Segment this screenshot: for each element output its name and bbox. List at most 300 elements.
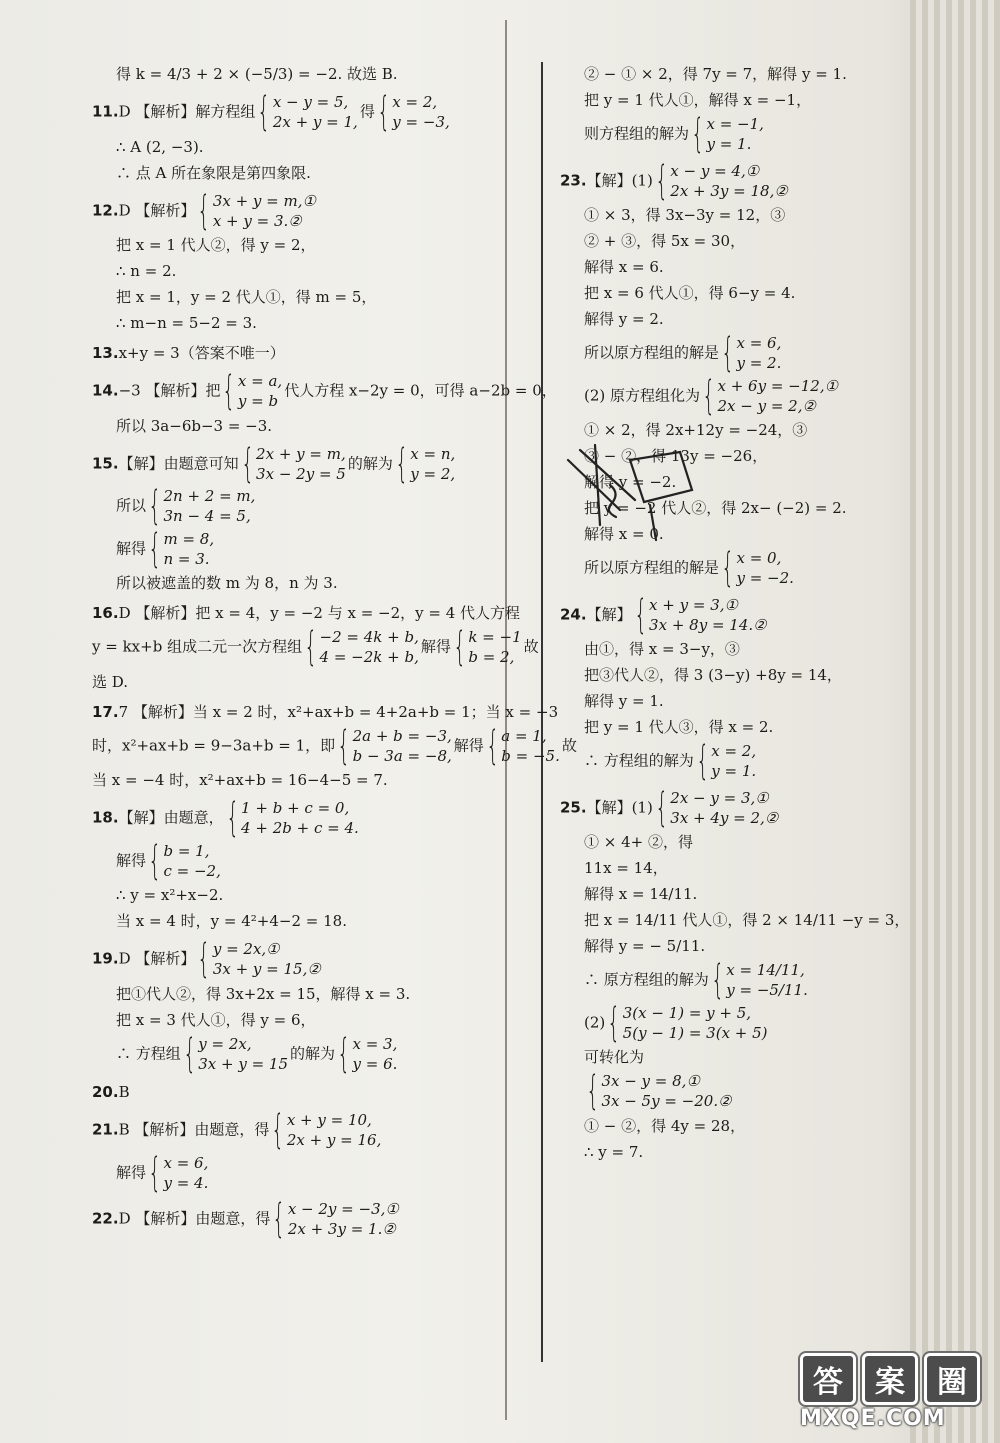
equation: y = −2. (736, 569, 794, 588)
equation: 3x + 4y = 2,② (670, 808, 779, 827)
equation-system (240, 440, 346, 487)
brace-symbol: { (197, 187, 211, 234)
answer-text: 代人方程 x−2y = 0，可得 a−2b = 0， (284, 381, 557, 400)
answer-text: 解得 y = 2. (584, 310, 664, 328)
answer-line (560, 111, 910, 158)
answer-line (560, 1045, 910, 1069)
equation: 2x − y = 3,① (670, 788, 769, 807)
equation-system (225, 795, 359, 842)
equation: x = 14/11, (726, 961, 805, 979)
answer-item-q23 (560, 157, 910, 592)
equation-system (197, 187, 316, 234)
equation-system (257, 89, 358, 136)
equation: b = −5. (501, 746, 560, 765)
answer-line (560, 957, 910, 1004)
answer-text: 所以 (116, 496, 147, 515)
brace-symbol: { (148, 483, 162, 530)
equation: y = 4. (163, 1173, 209, 1192)
answer-line (92, 1030, 512, 1077)
brace-symbol: { (702, 372, 716, 419)
answer-item-q25 (560, 784, 910, 1164)
answer-item-q16 (92, 601, 539, 694)
equation: y = 2x, (198, 1034, 252, 1053)
brace-symbol: { (222, 368, 236, 415)
equation-system (655, 784, 779, 831)
equation-system (607, 999, 768, 1046)
answer-line (560, 784, 910, 831)
equation: b = 1, (163, 841, 210, 860)
answer-text: (2) (584, 1012, 606, 1031)
equation: y = 1. (711, 762, 757, 781)
equation-system (148, 525, 215, 572)
answer-line (92, 601, 521, 625)
answer-line (560, 62, 910, 86)
answer-item-q14 (92, 368, 557, 438)
equation: 3x − 2y = 5 (256, 464, 346, 483)
equation: x = 0, (736, 549, 782, 567)
brace-symbol: { (304, 624, 318, 671)
brace-symbol: { (453, 624, 466, 671)
equation-system (691, 111, 764, 158)
answer-text: 把 x = 3 代人①，得 y = 6， (116, 1010, 316, 1029)
answer-item-q12 (92, 187, 512, 336)
answer-item-k_end (92, 62, 512, 86)
page-stack-edge (910, 0, 1000, 1443)
equation: x − y = 4,① (670, 161, 760, 180)
question-number: 14. (92, 381, 119, 400)
equation: x + 6y = −12,① (717, 376, 839, 395)
answer-line (92, 1196, 512, 1243)
answer-line (560, 281, 910, 305)
equation: 2x + 3y = 18,② (670, 181, 788, 200)
equation-system (633, 591, 767, 638)
equation: k = −1 (468, 628, 522, 646)
answer-line (92, 571, 512, 595)
answer-line (92, 62, 512, 86)
brace-symbol: { (633, 591, 647, 638)
answer-text: 当 x = 4 时，y = 4²+4−2 = 18. (116, 912, 347, 930)
answer-item-q19 (92, 936, 512, 1077)
answer-line (92, 483, 512, 530)
watermark-char: 圈 (924, 1353, 980, 1405)
brace-symbol: { (721, 545, 735, 592)
equation-system (337, 1030, 398, 1077)
answer-line (560, 715, 910, 739)
question-number: 25. (560, 797, 587, 816)
answer-text: 【解】由题意， (118, 808, 224, 827)
equation: 5(y − 1) = 3(x + 5) (622, 1023, 768, 1042)
brace-symbol: { (607, 999, 621, 1046)
answer-text: 把③代人②，得 3 (3−y) +8y = 14， (584, 666, 842, 684)
answer-line (92, 883, 512, 907)
equation: 3n − 4 = 5, (163, 507, 251, 526)
answer-line (560, 908, 910, 932)
answer-line (92, 670, 512, 694)
answer-line (560, 255, 910, 279)
equation: x − 2y = −3,① (287, 1200, 399, 1218)
equation-system (148, 483, 256, 530)
question-number: 18. (92, 808, 119, 827)
equation: x = 3, (352, 1034, 398, 1053)
answer-line (560, 418, 910, 442)
answer-line (560, 856, 910, 880)
answer-text: x+y = 3（答案不唯一） (118, 344, 285, 362)
answer-text: D 【解析】 (118, 949, 196, 968)
answer-line (560, 663, 910, 687)
equation: y = −3, (392, 113, 450, 132)
answer-item-q20 (92, 1080, 512, 1104)
brace-symbol: { (711, 957, 724, 1004)
answer-line (92, 795, 512, 842)
answer-text: 解得 x = 0. (584, 525, 664, 543)
answer-line (560, 307, 910, 331)
equation-system (183, 1030, 289, 1077)
answer-text: 可转化为 (584, 1048, 645, 1066)
equation: 2x + y = 16, (286, 1131, 382, 1150)
answer-text: 所以被遮盖的数 m 为 8，n 为 3. (116, 574, 338, 592)
answer-line (560, 157, 910, 204)
answer-text: 选 D. (92, 672, 129, 691)
equation: y = 1. (706, 135, 752, 154)
question-number: 22. (92, 1209, 119, 1228)
answer-line (560, 1068, 910, 1115)
brace-symbol: { (183, 1030, 196, 1077)
answer-item-q11 (92, 89, 512, 185)
equation-system (271, 1107, 382, 1154)
equation: b − 3a = −8, (352, 746, 452, 765)
equation-system (272, 1196, 399, 1243)
answer-line (560, 1140, 910, 1164)
answer-line (92, 233, 512, 257)
brace-symbol: { (257, 89, 271, 136)
answer-text: 解得 (116, 1162, 147, 1181)
answer-text: B 【解析】由题意，得 (118, 1120, 270, 1139)
answer-text: 当 x = −4 时，x²+ax+b = 16−4−5 = 7. (92, 771, 388, 789)
answer-text: 解得 y = −2. (584, 473, 677, 491)
brace-symbol: { (271, 1107, 285, 1154)
question-number: 20. (92, 1083, 119, 1101)
equation: y = 6. (352, 1054, 398, 1073)
answer-line (92, 187, 512, 234)
brace-symbol: { (486, 722, 499, 769)
brace-symbol: { (395, 440, 408, 487)
equation: x = 6, (163, 1153, 209, 1172)
answer-text: 的解为 (347, 453, 393, 472)
question-number: 16. (92, 604, 119, 622)
equation: 4 = −2k + b, (319, 648, 419, 667)
brace-symbol: { (655, 157, 668, 204)
answer-line (92, 1080, 512, 1104)
answer-line (560, 999, 910, 1046)
brace-symbol: { (148, 837, 162, 884)
answer-text: 11x = 14， (584, 859, 668, 877)
answer-line (92, 722, 577, 769)
equation: y = 2, (410, 464, 456, 483)
answer-text: 把①代人②，得 3x+2x = 15，解得 x = 3. (116, 984, 411, 1003)
answer-line (560, 738, 910, 785)
answer-line (560, 229, 910, 253)
equation: 4 + 2b + c = 4. (241, 819, 359, 838)
answer-text: ∴ 点 A 所在象限是第四象限. (116, 163, 311, 182)
equation: 3x + y = m,① (212, 191, 316, 210)
equation-system (453, 624, 522, 671)
answer-text: ① × 4+ ②，得 (584, 833, 693, 851)
question-number: 21. (92, 1120, 119, 1139)
equation: −2 = 4k + b, (319, 628, 419, 646)
equation-system (197, 936, 321, 983)
answer-line (92, 259, 512, 283)
equation-system (586, 1068, 732, 1115)
answer-line (560, 591, 910, 638)
answer-text: 故 (523, 637, 539, 656)
answer-item-q24 (560, 591, 910, 785)
equation: 2x − y = 2,② (717, 396, 816, 415)
answer-line (92, 135, 512, 159)
answer-text: 解得 x = 6. (584, 258, 664, 276)
left-column (92, 60, 577, 1246)
answer-text: 把 x = 1，y = 2 代人①，得 m = 5， (116, 288, 377, 306)
equation-system (304, 624, 419, 671)
equation: y = −5/11. (726, 981, 808, 1000)
equation: x = 6, (736, 334, 782, 352)
answer-line (92, 285, 512, 309)
equation-system (721, 545, 794, 592)
equation-system (148, 837, 221, 884)
equation-system (655, 157, 788, 204)
watermark-char: 答 (800, 1353, 856, 1405)
brace-symbol: { (377, 89, 390, 136)
brace-symbol: { (337, 1030, 351, 1077)
answer-line (92, 1008, 512, 1032)
brace-symbol: { (148, 525, 162, 572)
answer-text: 所以 3a−6b−3 = −3. (116, 416, 273, 435)
equation: 3(x − 1) = y + 5, (622, 1003, 752, 1022)
answer-line (560, 934, 910, 958)
answer-text: 解得 (116, 850, 147, 869)
equation: x = a, (237, 372, 283, 390)
brace-symbol: { (586, 1068, 600, 1115)
equation: 2x + 3y = 1.② (287, 1220, 396, 1239)
answer-text: 解得 x = 14/11. (584, 885, 698, 903)
watermark-url: MXQE.COM (800, 1406, 946, 1431)
answer-text: ① − ②，得 4y = 28， (584, 1116, 746, 1135)
brace-symbol: { (272, 1196, 286, 1243)
answer-item-q22 (92, 1196, 512, 1243)
equation: b = 2, (468, 648, 515, 667)
answer-text: 把 y = −2 代人②，得 2x− (−2) = 2. (584, 499, 847, 517)
answer-text: (2) 原方程组化为 (584, 385, 701, 404)
answer-text: 7 【解析】当 x = 2 时，x²+ax+b = 4+2a+b = 1；当 x = −3 (118, 702, 559, 721)
equation: 3x + y = 15 (198, 1054, 289, 1073)
answer-item-q17 (92, 700, 577, 793)
equation: 3x + y = 15,② (212, 960, 321, 979)
equation: c = −2, (163, 861, 221, 880)
equation: y = b (237, 392, 279, 411)
answer-line (92, 837, 512, 884)
answer-line (92, 341, 512, 365)
question-number: 19. (92, 949, 119, 968)
answer-text: 所以原方程组的解是 (584, 343, 720, 362)
answer-text: ∴ m−n = 5−2 = 3. (116, 314, 257, 332)
answer-text: 【解】由题意可知 (118, 453, 239, 472)
answer-line (560, 545, 910, 592)
brace-symbol: { (240, 440, 254, 487)
answer-line (92, 414, 512, 438)
answer-text: 把 y = 1 代人③，得 x = 2. (584, 718, 774, 736)
answer-line (560, 372, 910, 419)
equation: x − y = 5, (272, 93, 349, 111)
answer-text: 得 (359, 102, 375, 121)
equation-system (222, 368, 283, 415)
answer-text: 【解】(1) (586, 170, 653, 189)
answer-line (560, 203, 910, 227)
equation: 2x + y = m, (256, 444, 346, 463)
answer-line (560, 444, 910, 468)
question-number: 13. (92, 344, 119, 362)
answer-text: 解得 y = − 5/11. (584, 937, 706, 955)
answer-line (92, 982, 512, 1006)
equation: n = 3. (163, 549, 210, 568)
answer-line (92, 161, 512, 185)
answer-line (560, 522, 910, 546)
answer-text: ∴ 方程组的解为 (584, 751, 694, 770)
answer-text: 把 x = 14/11 代人①，得 2 × 14/11 −y = 3， (584, 911, 910, 929)
answer-line (92, 909, 512, 933)
answer-line (92, 311, 512, 335)
equation: x + y = 10, (286, 1111, 372, 1129)
answer-text: D 【解析】把 x = 4，y = −2 与 x = −2，y = 4 代人方程 (118, 604, 521, 622)
question-number: 23. (560, 170, 587, 189)
answer-line (92, 768, 512, 792)
answer-text: 解得 y = 1. (584, 692, 664, 710)
answer-text: ① × 3，得 3x−3y = 12，③ (584, 206, 786, 224)
answer-item-q21 (92, 1107, 512, 1196)
answer-item-q13 (92, 341, 512, 365)
answer-text: ∴ 原方程组的解为 (584, 970, 709, 989)
answer-line (560, 882, 910, 906)
equation: x = −1, (706, 115, 764, 133)
answer-item-q15 (92, 440, 512, 596)
answer-text: D 【解析】解方程组 (118, 102, 256, 121)
question-number: 15. (92, 453, 119, 472)
watermark-char: 案 (862, 1353, 918, 1405)
answer-text: 解得 (116, 538, 147, 557)
equation-system (486, 722, 560, 769)
equation: 3x − 5y = −20.② (601, 1092, 732, 1111)
answer-text: ② − ① × 2，得 7y = 7，解得 y = 1. (584, 65, 847, 83)
brace-symbol: { (148, 1149, 162, 1196)
question-number: 11. (92, 102, 119, 121)
equation: 3x − y = 8,① (601, 1072, 700, 1090)
answer-text: 【解】(1) (586, 797, 653, 816)
answer-item-q18 (92, 795, 512, 933)
answer-text: 把 x = 6 代人①，得 6−y = 4. (584, 284, 796, 302)
answer-line (560, 689, 910, 713)
brace-symbol: { (691, 111, 705, 158)
brace-symbol: { (721, 330, 735, 377)
answer-text: 所以原方程组的解是 (584, 558, 720, 577)
answer-line (560, 1114, 910, 1138)
answer-text: 把 x = 1 代人②，得 y = 2， (116, 236, 316, 254)
answer-text: ∴ 方程组 (116, 1043, 181, 1062)
answer-line (560, 637, 910, 661)
equation-system (148, 1149, 209, 1196)
answer-text: 【解】 (586, 604, 632, 623)
equation: y = 2x,① (212, 940, 280, 958)
answer-line (92, 440, 512, 487)
equation: 2x + y = 1, (272, 113, 358, 132)
brace-symbol: { (225, 795, 239, 842)
answer-text: 时，x²+ax+b = 9−3a+b = 1，即 (92, 735, 336, 754)
equation-system (696, 738, 757, 785)
answer-text: D 【解析】由题意，得 (118, 1209, 271, 1228)
question-number: 12. (92, 200, 119, 219)
equation-system (337, 722, 452, 769)
answer-line (92, 1149, 512, 1196)
equation: 2n + 2 = m, (163, 487, 256, 505)
answer-line (560, 470, 910, 494)
answer-text: ① × 2，得 2x+12y = −24，③ (584, 421, 808, 439)
answer-line (560, 330, 910, 377)
answer-item-q22_cont (560, 62, 910, 158)
answer-text: y = kx+b 组成二元一次方程组 (92, 637, 303, 656)
answer-text: 得 k = 4/3 + 2 × (−5/3) = −2. 故选 B. (116, 65, 398, 83)
equation-system (721, 330, 782, 377)
equation: 2a + b = −3, (352, 726, 452, 745)
answer-text: 解得 (420, 637, 451, 656)
answer-text: ∴ A (2, −3). (116, 137, 204, 156)
brace-symbol: { (337, 722, 351, 769)
equation: x = n, (410, 444, 456, 463)
answer-line (92, 700, 559, 724)
equation: 1 + b + c = 0, (241, 799, 350, 817)
answer-line (92, 936, 512, 983)
answer-text: ∴ y = 7. (584, 1142, 644, 1161)
answer-text: ③ − ②，得 13y = −26， (584, 447, 768, 465)
answer-text: ② + ③，得 5x = 30， (584, 232, 746, 250)
answer-line (560, 88, 910, 112)
answer-text: 解得 (453, 735, 484, 754)
answer-line (92, 525, 512, 572)
brace-symbol: { (197, 936, 211, 983)
site-watermark (800, 1353, 980, 1431)
answer-text: 把 y = 1 代人①，解得 x = −1， (584, 91, 812, 109)
answer-text: ∴ n = 2. (116, 262, 177, 280)
equation: x + y = 3,① (649, 595, 738, 614)
answer-line (560, 496, 910, 520)
equation: a = 1, (501, 726, 547, 745)
answer-line (92, 624, 539, 671)
answer-text: ∴ y = x²+x−2. (116, 886, 224, 904)
answer-text: −3 【解析】把 (118, 381, 221, 400)
answer-line (92, 1107, 512, 1154)
answer-text: B (118, 1083, 130, 1101)
answer-text: D 【解析】 (118, 200, 196, 219)
answer-line (92, 89, 512, 136)
answer-text: 则方程组的解为 (584, 124, 690, 143)
answer-text: 故 (561, 735, 577, 754)
equation-system (377, 89, 450, 136)
equation-system (711, 957, 808, 1004)
equation-system (702, 372, 839, 419)
question-number: 17. (92, 702, 119, 721)
equation: x = 2, (392, 93, 438, 111)
equation: x = 2, (711, 742, 757, 760)
equation: m = 8, (163, 529, 215, 548)
answer-text: 由①，得 x = 3−y，③ (584, 640, 740, 658)
right-column (560, 60, 910, 1170)
answer-line (560, 830, 910, 854)
